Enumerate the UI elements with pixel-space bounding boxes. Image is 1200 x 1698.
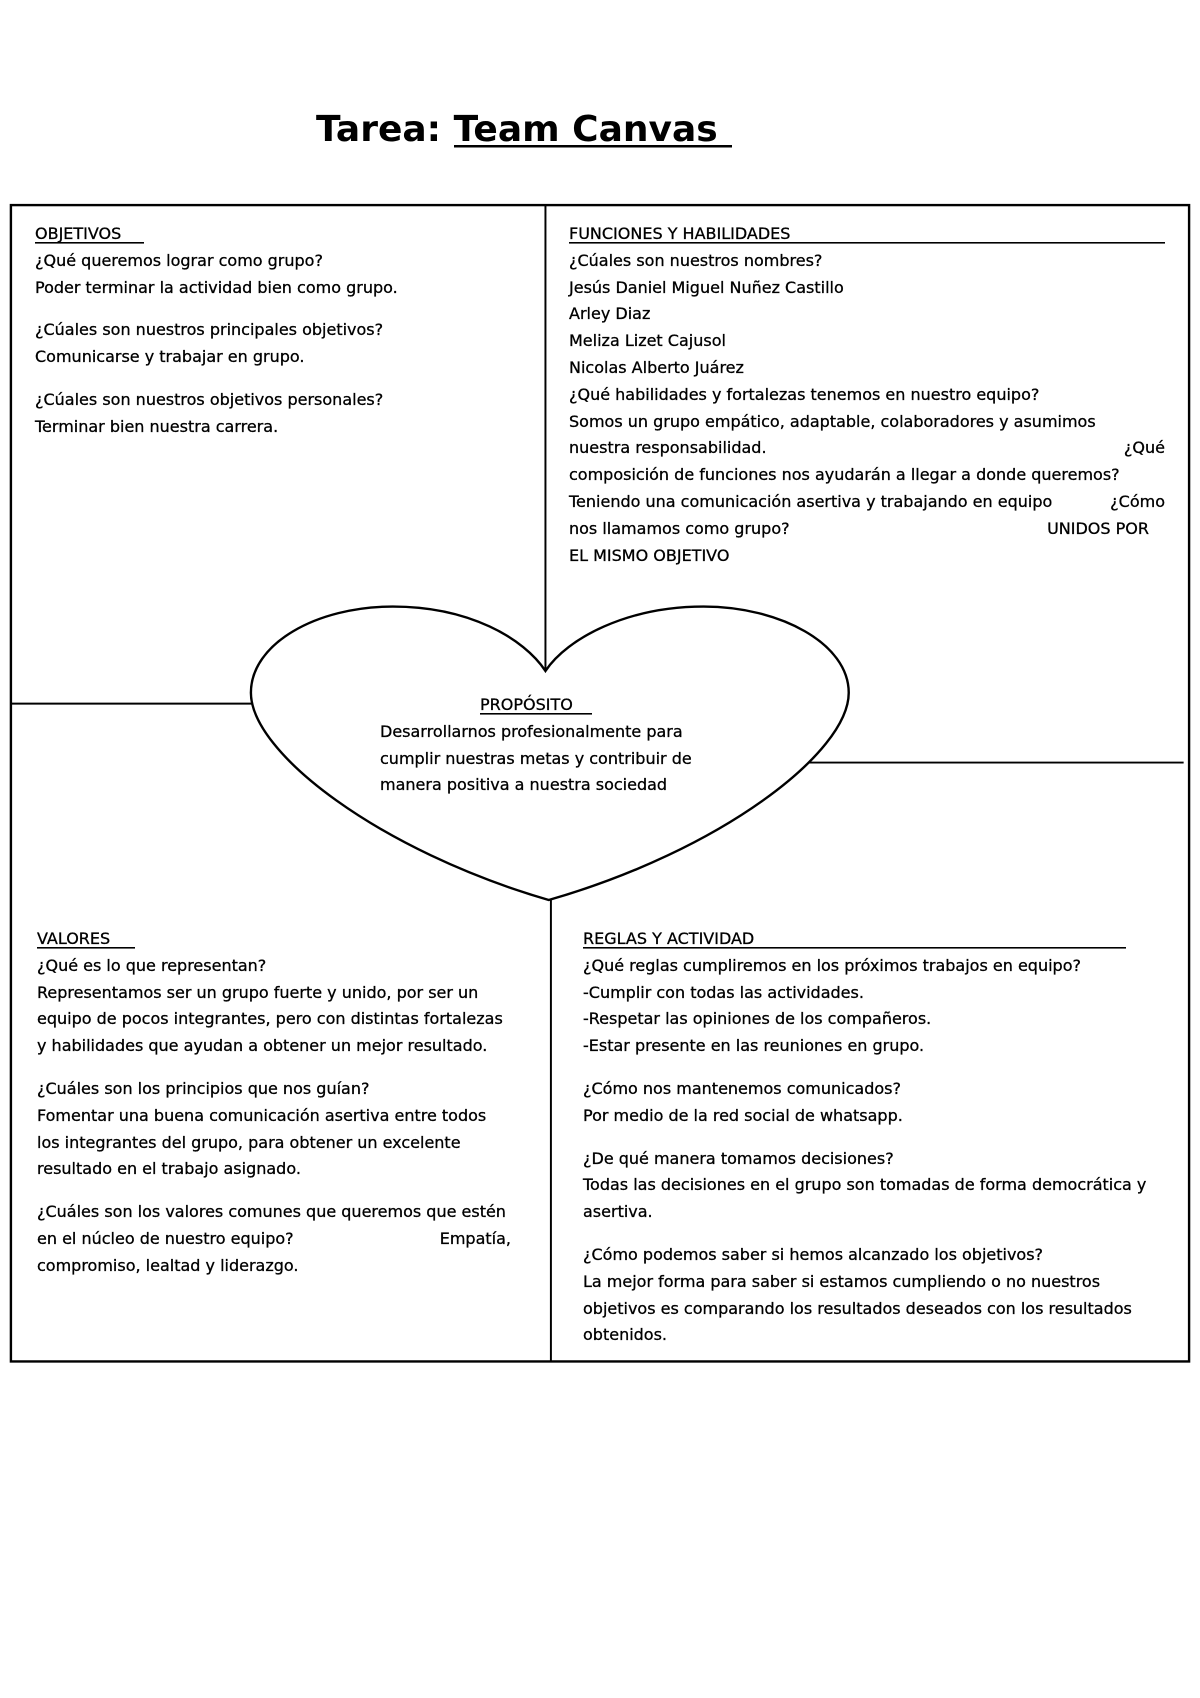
text-line bbox=[37, 1226, 511, 1253]
member-name: Jesús Daniel Miguel Nuñez Castillo bbox=[569, 277, 844, 297]
answer-line: La mejor forma para saber si estamos cumpliendo o no nuestros bbox=[583, 1271, 1101, 1291]
text-line: manera positiva a nuestra sociedad bbox=[380, 775, 668, 795]
objetivos-paragraph bbox=[35, 317, 398, 371]
answer-line: Todas las decisiones en el grupo son tomadas de forma democrática y bbox=[583, 1175, 1147, 1195]
funciones-heading: FUNCIONES Y HABILIDADES bbox=[569, 221, 1165, 248]
valores-paragraph bbox=[37, 1199, 511, 1279]
question-line: ¿Cúales son nuestros nombres? bbox=[569, 250, 823, 270]
answer-line: asertiva. bbox=[583, 1202, 653, 1222]
objetivos-paragraph bbox=[35, 248, 398, 302]
text-line bbox=[569, 435, 1165, 462]
text-line bbox=[569, 489, 1165, 516]
question-line: ¿Qué es lo que representan? bbox=[37, 955, 267, 975]
funciones-section bbox=[569, 221, 1165, 569]
reglas-heading-row bbox=[583, 926, 1146, 953]
member-name: Nicolas Alberto Juárez bbox=[569, 357, 744, 377]
title-name: Team Canvas bbox=[454, 110, 732, 150]
answer-line: los integrantes del grupo, para obtener un excelente bbox=[37, 1132, 461, 1152]
answer-line: equipo de pocos integrantes, pero con distintas fortalezas bbox=[37, 1009, 503, 1029]
objetivos-heading-row bbox=[35, 221, 398, 248]
reglas-paragraph bbox=[583, 953, 1146, 1060]
title-label: Tarea: bbox=[316, 109, 442, 150]
answer-line: Poder terminar la actividad bien como grupo. bbox=[35, 277, 398, 297]
question-line: ¿Cómo nos mantenemos comunicados? bbox=[583, 1078, 901, 1098]
question-line: ¿Cómo podemos saber si hemos alcanzado los objetivos? bbox=[583, 1244, 1044, 1264]
text-line: composición de funciones nos ayudarán a llegar a donde queremos? bbox=[569, 465, 1120, 485]
text-line-left: nuestra responsabilidad. bbox=[569, 438, 767, 458]
proposito-heading-row bbox=[380, 692, 692, 719]
question-line: ¿Cuáles son los principios que nos guían? bbox=[37, 1078, 370, 1098]
text-line: Desarrollarnos profesionalmente para bbox=[380, 721, 683, 741]
funciones-paragraph bbox=[569, 248, 1165, 570]
text-line-right: ¿Cómo bbox=[1110, 491, 1165, 511]
question-line: ¿Cúales son nuestros objetivos personales? bbox=[35, 389, 384, 409]
member-name: Arley Diaz bbox=[569, 304, 651, 324]
answer-line: Terminar bien nuestra carrera. bbox=[35, 416, 279, 436]
text-line: cumplir nuestras metas y contribuir de bbox=[380, 748, 692, 768]
funciones-heading-row bbox=[569, 221, 1165, 248]
text-line-left: Teniendo una comunicación asertiva y trabajando en equipo bbox=[569, 491, 1053, 511]
answer-line: compromiso, lealtad y liderazgo. bbox=[37, 1255, 299, 1275]
proposito-section bbox=[380, 692, 692, 799]
reglas-paragraph bbox=[583, 1076, 1146, 1130]
valores-heading-row bbox=[37, 926, 511, 953]
objetivos-section bbox=[35, 221, 398, 441]
objetivos-heading: OBJETIVOS bbox=[35, 221, 144, 248]
answer-line: objetivos es comparando los resultados deseados con los resultados bbox=[583, 1298, 1132, 1318]
question-line: ¿Qué queremos lograr como grupo? bbox=[35, 250, 323, 270]
valores-heading: VALORES bbox=[37, 926, 135, 953]
answer-line: resultado en el trabajo asignado. bbox=[37, 1159, 301, 1179]
answer-line: obtenidos. bbox=[583, 1325, 668, 1345]
reglas-paragraph bbox=[583, 1146, 1146, 1226]
rule-item: -Estar presente en las reuniones en grupo. bbox=[583, 1036, 925, 1056]
text-line-right: Empatía, bbox=[439, 1228, 511, 1248]
text-line bbox=[569, 516, 1165, 543]
reglas-section bbox=[583, 926, 1146, 1349]
reglas-paragraph bbox=[583, 1242, 1146, 1349]
member-name: Meliza Lizet Cajusol bbox=[569, 331, 726, 351]
valores-section bbox=[37, 926, 511, 1280]
valores-paragraph bbox=[37, 953, 511, 1060]
question-line: ¿Cúales son nuestros principales objetivos? bbox=[35, 320, 384, 340]
proposito-paragraph bbox=[380, 719, 692, 799]
question-line: ¿Qué habilidades y fortalezas tenemos en nuestro equipo? bbox=[569, 384, 1040, 404]
page-title bbox=[316, 110, 732, 150]
text-line-right: UNIDOS POR bbox=[1047, 518, 1149, 538]
text-line-left: en el núcleo de nuestro equipo? bbox=[37, 1228, 294, 1248]
text-line: EL MISMO OBJETIVO bbox=[569, 545, 730, 565]
answer-line: y habilidades que ayudan a obtener un mejor resultado. bbox=[37, 1036, 488, 1056]
answer-line: Comunicarse y trabajar en grupo. bbox=[35, 347, 305, 367]
question-line: ¿De qué manera tomamos decisiones? bbox=[583, 1148, 894, 1168]
text-line-left: nos llamamos como grupo? bbox=[569, 518, 790, 538]
question-line: ¿Cuáles son los valores comunes que queremos que estén bbox=[37, 1202, 506, 1222]
proposito-heading: PROPÓSITO bbox=[480, 692, 592, 719]
rule-item: -Cumplir con todas las actividades. bbox=[583, 982, 864, 1002]
text-line: Somos un grupo empático, adaptable, colaboradores y asumimos bbox=[569, 411, 1096, 431]
answer-line: Representamos ser un grupo fuerte y unido, por ser un bbox=[37, 982, 479, 1002]
answer-line: Fomentar una buena comunicación asertiva entre todos bbox=[37, 1105, 487, 1125]
objetivos-paragraph bbox=[35, 387, 398, 441]
text-line-right: ¿Qué bbox=[1123, 438, 1165, 458]
rule-item: -Respetar las opiniones de los compañeros. bbox=[583, 1009, 932, 1029]
answer-line: Por medio de la red social de whatsapp. bbox=[583, 1105, 903, 1125]
valores-paragraph bbox=[37, 1076, 511, 1183]
question-line: ¿Qué reglas cumpliremos en los próximos trabajos en equipo? bbox=[583, 955, 1081, 975]
reglas-heading: REGLAS Y ACTIVIDAD bbox=[583, 926, 1126, 953]
